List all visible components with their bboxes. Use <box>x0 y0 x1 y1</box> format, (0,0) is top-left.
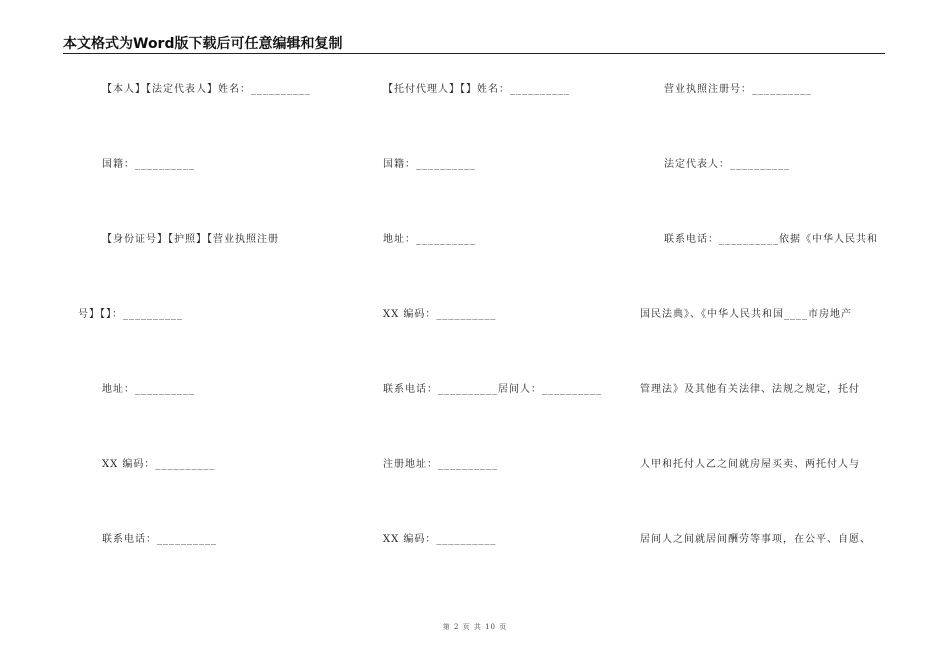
middle-line-5: 联系电话：__________居间人：__________ <box>383 384 602 395</box>
right-line-2: 法定代表人：__________ <box>664 159 790 170</box>
left-line-5: 地址：__________ <box>102 384 195 395</box>
middle-line-2: 国籍：__________ <box>383 159 476 170</box>
middle-line-6: 注册地址：__________ <box>383 459 498 470</box>
left-line-2: 国籍：__________ <box>102 159 195 170</box>
right-line-1: 营业执照注册号：__________ <box>664 84 812 95</box>
document-header-title: 本文格式为Word版下载后可任意编辑和复制 <box>63 36 343 52</box>
left-line-3: 【身份证号】【护照】【营业执照注册 <box>102 234 279 245</box>
right-line-6: 人甲和托付人乙之间就房屋买卖、两托付人与 <box>640 459 860 470</box>
middle-line-7: XX 编码：__________ <box>383 534 497 545</box>
right-line-4: 国民法典》、《中华人民共和国____市房地产 <box>640 309 852 320</box>
middle-line-4: XX 编码：__________ <box>383 309 497 320</box>
right-line-7: 居间人之间就居间酬劳等事项，在公平、自愿、 <box>640 534 871 545</box>
left-line-7: 联系电话：__________ <box>102 534 217 545</box>
right-line-5: 管理法》及其他有关法律、法规之规定，托付 <box>640 384 860 395</box>
left-line-4: 号】【】：__________ <box>78 309 183 320</box>
left-line-6: XX 编码：__________ <box>102 459 216 470</box>
page-footer: 第 2 页 共 10 页 <box>442 623 508 631</box>
right-line-3: 联系电话：__________依据《中华人民共和 <box>664 234 878 245</box>
left-line-1: 【本人】【法定代表人】姓名：__________ <box>102 84 311 95</box>
middle-line-1: 【托付代理人】【】姓名：__________ <box>383 84 570 95</box>
header-divider <box>63 53 885 54</box>
middle-line-3: 地址：__________ <box>383 234 476 245</box>
